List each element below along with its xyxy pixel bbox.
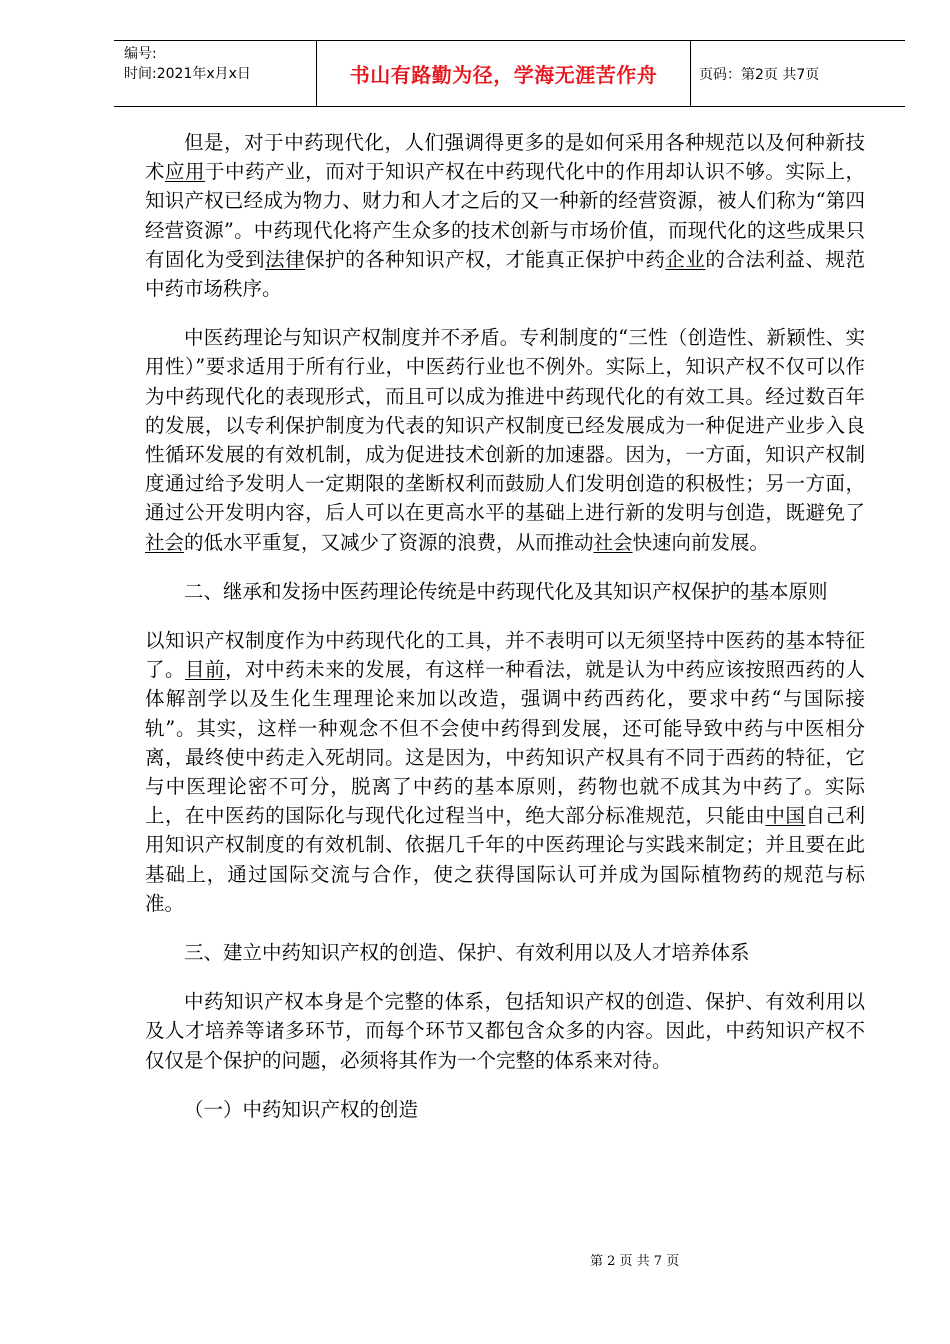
time-label: 时间:2021年x月x日: [124, 66, 251, 82]
header-meta-cell: [114, 41, 317, 106]
document-header: [114, 40, 905, 107]
underlined-term: 法律: [265, 247, 306, 271]
underlined-term: 中国: [765, 804, 806, 828]
underlined-term: 社会: [145, 530, 185, 554]
text-run: 但是，对于中药现代化，人们强调得更多的是如何采用各种规范以及何种新技术: [145, 131, 865, 184]
text-run: 的合法利益、规范中药市场秩序。: [145, 247, 865, 301]
underlined-term: 企业: [665, 247, 706, 271]
underlined-term: 社会: [593, 530, 633, 554]
section-heading-3: 三、建立中药知识产权的创造、保护、有效利用以及人才培养体系: [184, 941, 750, 965]
text-run: 以知识产权制度作为中药现代化的工具，并不表明可以无须坚持中医药的基本特征了。: [145, 629, 865, 682]
text-run: 中医药理论与知识产权制度并不矛盾。专利制度的“三性（创造性、新颖性、实用性）”要求适用于所有行业，中医药行业也不例外。实际上，知识产权不仅可以作为中药现代化的表现形式，而且可以成为推进中药现代化的有效工具。经过数百年的发展，以专利保护制度为代表的知识产权制度已经发展成为一种促进产业步入良性循环发展的有效机制，成为促进技术创新的加速器。因为，一方面，知识产权制度通过给予发明人一定期限的垄断权利而鼓励人们发明创造的积极性；另一方面，通过公开发明内容，后人可以在更高水平的基础上进行新的发明与创造，既避免了: [145, 326, 865, 525]
document-body: [145, 128, 865, 1144]
page-footer: 第 2 页 共 7 页: [590, 1254, 680, 1269]
number-label: 编号:: [124, 46, 157, 62]
text-run: ，对中药未来的发展，有这样一种看法，就是认为中药应该按照西药的人体解剖学以及生化生理理论来加以改造，强调中药西药化，要求中药“与国际接轨”。其实，这样一种观念不但不会使中药得到发展，还可能导致中药与中医相分离，最终使中药走入死胡同。这是因为，中药知识产权具有不同于西药的特征，它与中医理论密不可分，脱离了中药的基本原则，药物也就不成其为中药了。实际上，在中医药的国际化与现代化过程当中，绝大部分标准规范，只能由: [145, 658, 865, 828]
paragraph-1: [145, 128, 865, 303]
subsection-heading-1: （一）中药知识产权的创造: [184, 1097, 419, 1121]
header-motto: 书山有路勤为径，学海无涯苦作舟: [317, 41, 691, 106]
text-run: 快速向前发展。: [632, 530, 770, 554]
header-page-label: 页码：第2页 共7页: [699, 66, 820, 83]
text-run: 的低水平重复，又减少了资源的浪费，从而推动: [184, 530, 594, 554]
text-run: 于中药产业，而对于知识产权在中药现代化中的作用却认识不够。实际上，知识产权已经成为物力、财力和人才之后的又一种新的经营资源，被人们称为“第四经营资源”。中药现代化将产生众多的技术创新与市场价值，而现代化的这些成果只有固化为受到: [145, 160, 865, 271]
section-heading-2: 二、继承和发扬中医药理论传统是中药现代化及其知识产权保护的基本原则: [184, 579, 828, 603]
paragraph-4: 中药知识产权本身是个完整的体系，包括知识产权的创造、保护、有效利用以及人才培养等诸多环节，而每个环节又都包含众多的内容。因此，中药知识产权不仅仅是个保护的问题，必须将其作为一个完整的体系来对待。: [145, 990, 865, 1072]
underlined-term: 目前: [185, 658, 226, 682]
paragraph-3: [145, 626, 865, 918]
text-run: 保护的各种知识产权，才能真正保护中药: [305, 247, 666, 271]
underlined-term: 应用: [165, 160, 206, 184]
text-run: 自己利用知识产权制度的有效机制、依据几千年的中医药理论与实践来制定；并且要在此基础上，通过国际交流与合作，使之获得国际认可并成为国际植物药的规范与标准。: [145, 804, 865, 915]
paragraph-2: [145, 323, 865, 557]
